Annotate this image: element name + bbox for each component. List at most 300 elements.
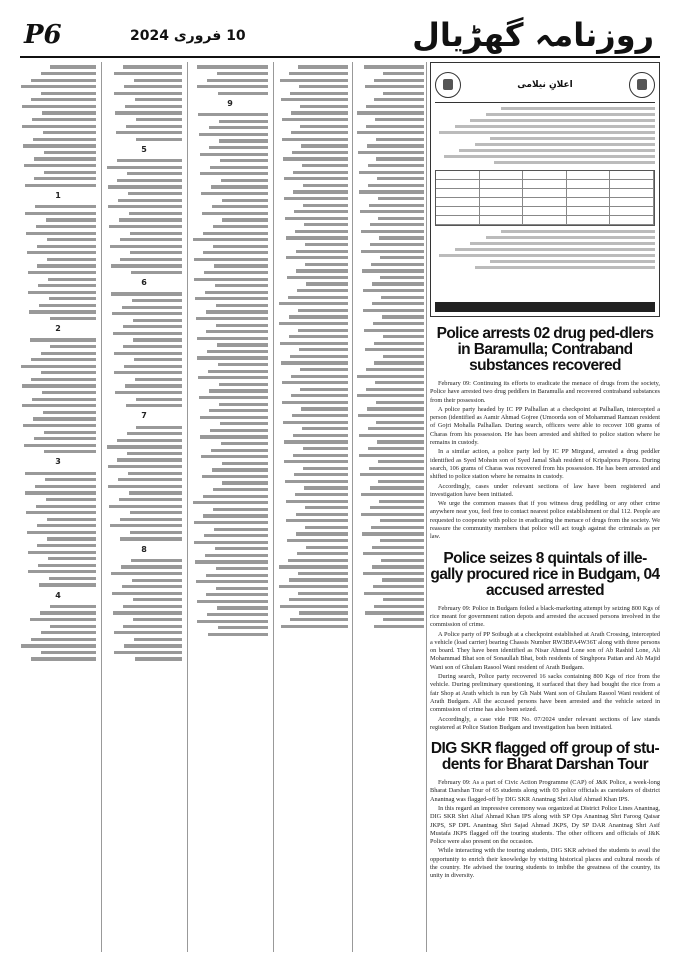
urdu-text-line <box>135 98 182 101</box>
urdu-text-line <box>295 230 348 233</box>
urdu-text-line <box>195 297 268 300</box>
urdu-text-line <box>381 296 424 299</box>
urdu-text-line <box>114 631 182 634</box>
table-cell <box>523 189 567 198</box>
urdu-column-5 <box>356 62 424 952</box>
article-paragraph: A police party headed by IC PP Palhallan at a checkpoint at Palhallan, intercepted a person (identified as Aamir Ahmad Gojree (Umoorda son of Mohammad Ramzan resident of Gojri Mohalla Palhallan. During search, officers were able to recover 108 grams of Charas from his possession. He has been arrested and shifted to police station where he remains in custody. <box>430 405 660 447</box>
urdu-text-line <box>296 513 349 516</box>
urdu-text-line <box>298 309 348 312</box>
urdu-text-line <box>305 506 348 509</box>
urdu-text-line <box>134 358 182 361</box>
urdu-text-line <box>197 65 268 68</box>
urdu-text-line <box>219 403 268 406</box>
urdu-text-line <box>210 429 268 432</box>
urdu-text-line <box>219 120 268 123</box>
fine-print-line <box>494 161 655 164</box>
urdu-text-line <box>218 92 268 95</box>
urdu-text-line <box>213 245 268 248</box>
urdu-text-line <box>382 578 424 581</box>
urdu-text-line <box>123 65 182 68</box>
urdu-text-line <box>199 133 268 136</box>
fine-print-line <box>439 131 655 134</box>
urdu-text-line <box>133 618 182 621</box>
urdu-text-line <box>203 232 268 235</box>
urdu-text-line <box>117 159 182 162</box>
urdu-text-line <box>383 72 424 75</box>
urdu-text-line <box>109 505 182 508</box>
urdu-text-line <box>117 179 182 182</box>
urdu-text-line <box>113 611 182 614</box>
urdu-text-line <box>206 593 268 596</box>
columns <box>20 62 660 952</box>
urdu-text-line <box>212 468 268 471</box>
urdu-text-line <box>120 258 182 261</box>
table-cell <box>436 180 480 189</box>
urdu-text-line <box>304 223 348 226</box>
table-cell <box>567 171 611 180</box>
urdu-text-line <box>300 125 348 128</box>
urdu-text-line <box>379 500 424 503</box>
urdu-text-line <box>283 157 348 160</box>
urdu-text-line <box>383 598 424 601</box>
table-cell <box>480 198 524 207</box>
urdu-text-line <box>303 184 349 187</box>
urdu-text-line <box>295 493 348 496</box>
fine-print-line <box>490 137 655 140</box>
urdu-text-line <box>25 212 96 215</box>
urdu-text-line <box>291 394 348 397</box>
urdu-text-line <box>209 146 268 149</box>
urdu-text-line <box>50 65 96 68</box>
urdu-text-line <box>108 465 182 468</box>
urdu-text-line <box>378 217 424 220</box>
urdu-text-line <box>136 398 182 401</box>
urdu-text-line <box>211 185 268 188</box>
urdu-text-line <box>366 105 424 108</box>
urdu-text-line <box>129 491 182 494</box>
urdu-text-line <box>118 199 182 202</box>
urdu-text-line <box>31 358 96 361</box>
urdu-text-line <box>24 164 96 167</box>
urdu-text-line <box>33 138 96 141</box>
urdu-text-line <box>197 337 268 340</box>
urdu-text-line <box>282 118 349 121</box>
table-cell <box>523 207 567 216</box>
urdu-text-line <box>200 435 268 438</box>
urdu-text-line <box>199 396 268 399</box>
urdu-text-line <box>211 449 268 452</box>
urdu-text-line <box>284 197 348 200</box>
urdu-text-line <box>370 243 424 246</box>
urdu-text-line <box>290 92 348 95</box>
table-cell <box>523 198 567 207</box>
urdu-text-line <box>126 125 182 128</box>
urdu-text-line <box>289 335 348 338</box>
urdu-text-line <box>289 598 348 601</box>
urdu-text-line <box>130 232 182 235</box>
urdu-text-line <box>296 532 348 535</box>
urdu-text-line <box>37 245 96 248</box>
urdu-text-line <box>25 184 96 187</box>
urdu-text-line <box>193 501 268 504</box>
urdu-text-line <box>195 560 268 563</box>
urdu-text-line <box>361 493 424 496</box>
urdu-text-line <box>288 296 348 299</box>
urdu-text-line <box>299 611 348 614</box>
article-paragraph: In a similar action, a police party led by IC PP Mirgund, arrested a drug peddler identified as Syed Mohsin son of Syed Jamal Shah resident of Kripalpora Pipora. During search, 106 grams of Charas was recovered from his possession. He has been arrested and shifted to police station where he remains in custody. <box>430 448 660 481</box>
article-headline: DIG SKR flagged off group of stu-dents for Bharat Darshan Tour <box>430 740 660 774</box>
urdu-text-line <box>215 284 268 287</box>
issue-date: 10 فروری 2024 <box>130 28 246 44</box>
table-cell <box>523 171 567 180</box>
table-cell <box>480 180 524 189</box>
urdu-text-line <box>206 310 268 313</box>
urdu-text-line <box>383 335 424 338</box>
urdu-text-line <box>371 263 424 266</box>
urdu-text-line <box>47 537 96 540</box>
urdu-text-line <box>202 475 268 478</box>
urdu-text-line <box>363 289 424 292</box>
english-column <box>430 62 660 952</box>
urdu-text-line <box>213 508 268 511</box>
urdu-text-line <box>202 212 268 215</box>
urdu-text-line <box>34 437 96 440</box>
urdu-text-line <box>290 355 348 358</box>
article-paragraph: In this regard an impressive ceremony was organized at District Police Lines Anantnag, DIG SKR Shri Altaf Ahmad Khan IPS along with SP Ops Anantnag Shri Faroog Qaisar JKPS, SP DPL Anantnag Shri Sajad Ahmad JKPS, Dy SP DAR Anantnag Shri Asif Mustafa JKPS flagged off the touring students. The other officers and officials of J&K Police were also present on the occasion. <box>430 804 660 846</box>
urdu-text-line <box>50 625 96 628</box>
urdu-text-line <box>197 356 268 359</box>
urdu-text-line <box>359 434 424 437</box>
urdu-text-line <box>376 138 424 141</box>
urdu-text-line <box>363 552 424 555</box>
urdu-text-line <box>368 447 424 450</box>
urdu-text-line <box>213 488 268 491</box>
fine-print-line <box>444 155 655 158</box>
urdu-text-line <box>293 190 348 193</box>
urdu-text-line <box>31 378 96 381</box>
urdu-text-line <box>368 184 424 187</box>
urdu-text-line <box>304 486 348 489</box>
urdu-text-line <box>221 179 268 182</box>
section-number: 1 <box>55 190 61 200</box>
urdu-text-line <box>125 105 182 108</box>
urdu-text-line <box>281 98 348 101</box>
section-number: 8 <box>141 544 147 554</box>
table-cell <box>567 180 611 189</box>
urdu-text-line <box>31 98 96 101</box>
fine-print-line <box>486 236 655 239</box>
urdu-text-line <box>27 251 96 254</box>
urdu-text-line <box>205 554 268 557</box>
urdu-text-line <box>203 251 268 254</box>
urdu-text-line <box>194 258 268 261</box>
urdu-text-line <box>41 631 96 634</box>
urdu-text-line <box>108 485 182 488</box>
urdu-text-line <box>40 611 96 614</box>
table-cell <box>480 171 524 180</box>
urdu-text-line <box>28 271 96 274</box>
urdu-text-line <box>49 577 96 580</box>
urdu-text-line <box>197 620 268 623</box>
urdu-text-line <box>23 144 96 147</box>
urdu-text-line <box>21 644 96 647</box>
urdu-text-line <box>130 251 182 254</box>
urdu-text-line <box>27 531 96 534</box>
urdu-text-line <box>36 225 96 228</box>
urdu-text-line <box>296 250 349 253</box>
urdu-text-line <box>376 157 424 160</box>
urdu-text-line <box>22 125 96 128</box>
urdu-text-line <box>288 559 348 562</box>
urdu-text-line <box>292 151 348 154</box>
urdu-text-line <box>22 404 96 407</box>
urdu-text-line <box>219 139 268 142</box>
urdu-text-line <box>374 605 424 608</box>
urdu-text-line <box>209 389 268 392</box>
urdu-text-line <box>25 472 96 475</box>
urdu-text-line <box>370 506 424 509</box>
urdu-text-line <box>370 223 424 226</box>
urdu-text-line <box>305 243 348 246</box>
urdu-text-line <box>21 365 96 368</box>
article-bharat-darshan <box>430 741 660 881</box>
urdu-text-line <box>120 238 182 241</box>
urdu-text-line <box>35 205 96 208</box>
urdu-text-line <box>362 532 424 535</box>
urdu-text-line <box>291 131 348 134</box>
urdu-text-line <box>368 427 424 430</box>
table-cell <box>523 216 567 225</box>
urdu-text-line <box>363 572 424 575</box>
urdu-text-line <box>220 159 268 162</box>
urdu-text-line <box>49 297 96 300</box>
urdu-text-line <box>374 98 424 101</box>
urdu-text-line <box>120 518 182 521</box>
urdu-column-2 <box>106 62 182 952</box>
urdu-text-line <box>26 511 96 514</box>
urdu-text-line <box>118 478 182 481</box>
urdu-text-line <box>279 565 348 568</box>
urdu-text-line <box>47 518 96 521</box>
urdu-text-line <box>284 460 348 463</box>
urdu-text-line <box>30 618 96 621</box>
urdu-text-line <box>36 505 96 508</box>
table-cell <box>610 189 654 198</box>
urdu-text-line <box>373 585 424 588</box>
urdu-text-line <box>217 72 268 75</box>
urdu-text-line <box>294 473 348 476</box>
table-cell <box>436 171 480 180</box>
urdu-text-line <box>123 625 182 628</box>
urdu-text-line <box>21 85 96 88</box>
urdu-text-line <box>133 319 182 322</box>
urdu-text-line <box>214 528 268 531</box>
urdu-text-line <box>212 205 268 208</box>
urdu-text-line <box>134 638 182 641</box>
urdu-text-line <box>204 271 268 274</box>
urdu-text-line <box>280 605 348 608</box>
urdu-text-line <box>114 651 182 654</box>
urdu-text-line <box>28 551 96 554</box>
urdu-text-line <box>298 572 348 575</box>
fine-print-line <box>490 260 655 263</box>
urdu-text-line <box>203 495 268 498</box>
urdu-text-line <box>196 317 268 320</box>
newspaper-title: روزنامہ گھڑیال <box>412 16 654 54</box>
urdu-text-line <box>218 626 268 629</box>
urdu-text-line <box>383 92 424 95</box>
urdu-text-line <box>215 547 268 550</box>
urdu-text-line <box>208 370 268 373</box>
table-cell <box>436 189 480 198</box>
urdu-text-line <box>279 585 348 588</box>
urdu-text-line <box>117 439 182 442</box>
urdu-text-line <box>303 467 348 470</box>
urdu-text-line <box>378 197 424 200</box>
urdu-text-line <box>132 579 182 582</box>
urdu-text-line <box>222 481 268 484</box>
urdu-text-line <box>301 407 348 410</box>
urdu-text-line <box>130 531 182 534</box>
urdu-text-line <box>134 79 182 82</box>
urdu-text-line <box>197 85 268 88</box>
urdu-text-line <box>222 199 268 202</box>
urdu-text-line <box>279 302 348 305</box>
urdu-text-line <box>298 329 348 332</box>
urdu-text-line <box>41 72 96 75</box>
page-number: P6 <box>24 20 62 50</box>
urdu-text-line <box>207 613 268 616</box>
urdu-text-line <box>360 473 424 476</box>
urdu-text-line <box>289 578 349 581</box>
urdu-text-line <box>303 447 349 450</box>
urdu-text-line <box>362 269 424 272</box>
urdu-text-line <box>359 190 424 193</box>
table-cell <box>480 216 524 225</box>
urdu-text-line <box>366 388 424 391</box>
urdu-text-line <box>206 330 268 333</box>
article-paragraph: Accordingly, a case vide FIR No. 07/2024 under relevant sections of law stands registered at Police Station Budgam and investigation has been initiated. <box>430 715 660 731</box>
table-cell <box>436 198 480 207</box>
urdu-text-line <box>107 445 182 448</box>
urdu-text-line <box>358 151 424 154</box>
urdu-text-line <box>375 381 424 384</box>
section-number: 4 <box>55 590 61 600</box>
article-paragraph: February 09: As a part of Civic Action Programme (CAP) of J&K Police, a week-long Bharat Darshan Tour of 65 students along with 03 police officials as caretakers of district Anantnag was flagged-off by DIG SKR Anantnag Shri Altaf Ahmad Khan IPS. <box>430 779 660 803</box>
urdu-text-line <box>125 384 182 387</box>
urdu-text-line <box>22 384 96 387</box>
urdu-text-line <box>50 605 96 608</box>
urdu-text-line <box>286 256 348 259</box>
urdu-text-line <box>375 118 424 121</box>
table-cell <box>610 171 654 180</box>
urdu-text-line <box>378 460 424 463</box>
urdu-text-line <box>373 322 424 325</box>
urdu-text-line <box>131 271 182 274</box>
urdu-text-line <box>31 79 96 82</box>
fine-print-line <box>459 149 655 152</box>
urdu-text-line <box>44 431 96 434</box>
urdu-text-line <box>205 291 268 294</box>
fine-print-line <box>486 113 655 116</box>
article-rice-seizure <box>430 551 660 732</box>
urdu-text-line <box>136 118 182 121</box>
urdu-text-line <box>117 458 182 461</box>
urdu-text-line <box>285 217 348 220</box>
table-cell <box>523 180 567 189</box>
article-paragraph: While interacting with the touring students, DIG SKR advised the students to avail the opportunity to enrich their knowledge by visiting historical places and cultural moods of the country. He advised the touring students to imbibe the greatness of the country, its unity in diversity. <box>430 847 660 880</box>
urdu-text-line <box>216 304 268 307</box>
urdu-text-line <box>198 113 268 116</box>
urdu-text-line <box>108 185 182 188</box>
urdu-text-line <box>359 171 424 174</box>
urdu-text-line <box>126 404 182 407</box>
fine-print-line <box>470 119 655 122</box>
article-paragraph: During search, Police party recovered 16 sacks containing 800 Kgs of rice from the vehicle. During preliminary questioning, it surfaced that they had bought the rice from a fair Shop at Arath which is run by Gh Nabi Wani son of Ghulam Rasool Wani resident of Arath Budgam. All the accused persons have been arrested and the vehicle seized in commission of crime has also been seized. <box>430 673 660 714</box>
urdu-text-line <box>198 376 268 379</box>
urdu-text-line <box>194 541 268 544</box>
urdu-text-line <box>365 85 424 88</box>
emblem-icon <box>435 72 461 98</box>
urdu-text-line <box>365 348 424 351</box>
urdu-text-line <box>35 485 96 488</box>
urdu-text-line <box>112 312 182 315</box>
urdu-text-line <box>380 519 424 522</box>
urdu-text-line <box>34 177 96 180</box>
urdu-text-line <box>371 526 424 529</box>
urdu-text-line <box>291 375 348 378</box>
urdu-text-line <box>380 276 424 279</box>
urdu-text-line <box>116 131 182 134</box>
fine-print-line <box>439 254 655 257</box>
urdu-text-line <box>292 414 348 417</box>
urdu-text-line <box>219 383 268 386</box>
urdu-text-line <box>377 177 424 180</box>
urdu-text-line <box>300 368 348 371</box>
urdu-text-line <box>193 238 268 241</box>
urdu-text-line <box>374 625 424 628</box>
urdu-text-line <box>31 638 96 641</box>
urdu-text-line <box>286 236 348 239</box>
urdu-text-line <box>361 230 424 233</box>
urdu-text-line <box>302 427 348 430</box>
table-cell <box>567 216 611 225</box>
urdu-text-line <box>123 325 182 328</box>
urdu-text-line <box>297 289 348 292</box>
urdu-text-line <box>207 79 268 82</box>
urdu-text-line <box>128 472 182 475</box>
urdu-text-line <box>197 600 268 603</box>
article-paragraph: February 09: Continuing its efforts to eradicate the menace of drugs from the society, Police have arrested two drug peddlers in Baramulla and recovered contraband substances from their possession. <box>430 380 660 404</box>
urdu-text-line <box>45 478 96 481</box>
urdu-text-line <box>303 204 348 207</box>
urdu-text-line <box>194 521 268 524</box>
fine-print-line <box>475 143 655 146</box>
urdu-text-line <box>367 144 424 147</box>
urdu-text-line <box>204 534 268 537</box>
urdu-text-line <box>113 332 182 335</box>
article-paragraph: February 09: Police in Budgam foiled a black-marketing attempt by seizing 800 Kgs of rice meant for government ration depots and arrested the accused persons involved in the commission of crime. <box>430 604 660 629</box>
urdu-text-line <box>299 85 348 88</box>
urdu-text-line <box>293 454 348 457</box>
urdu-text-line <box>109 225 182 228</box>
urdu-text-line <box>201 192 268 195</box>
urdu-text-line <box>114 371 182 374</box>
urdu-text-line <box>214 264 268 267</box>
article-drug-peddlers <box>430 326 660 542</box>
urdu-text-line <box>135 657 182 660</box>
urdu-text-line <box>368 164 424 167</box>
